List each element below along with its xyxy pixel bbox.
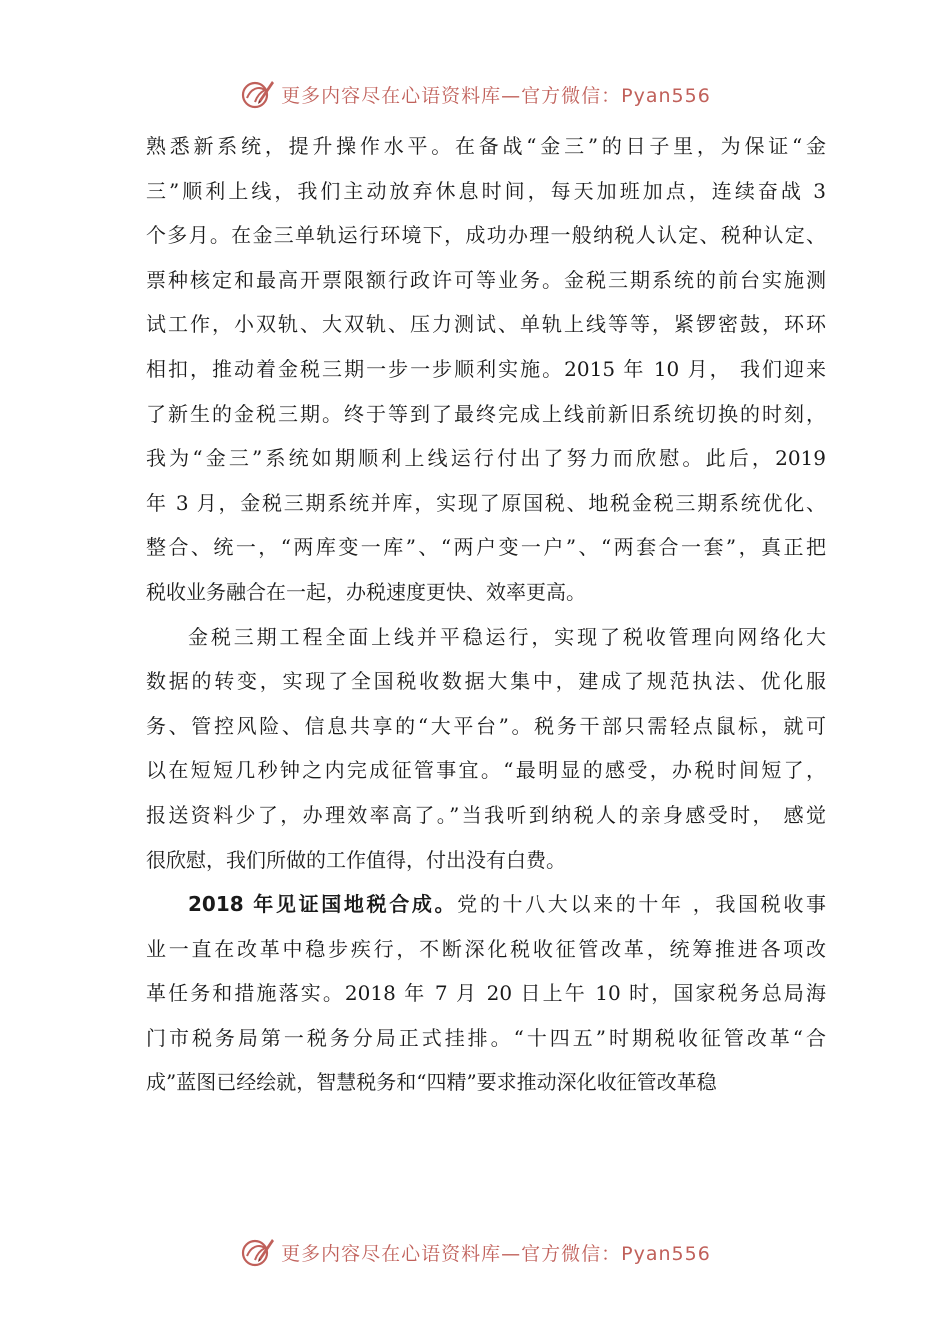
text-line: 三”顺利上线，我们主动放弃休息时间，每天加班加点，连续奋战 3 xyxy=(146,178,826,203)
text-line: 我为“金三”系统如期顺利上线运行付出了努力而欣慰。此后，2019 xyxy=(146,446,826,471)
watermark-text: 更多内容尽在心语资料库—官方微信：Pyan556 xyxy=(281,84,711,107)
text-line: 整合、统一，“两库变一库”、“两户变一户”、“两套合一套”，真正把 xyxy=(146,535,826,560)
text-line: 业一直在改革中稳步疾行，不断深化税收征管改革，统筹推进各项改 xyxy=(146,936,826,961)
text-line: 务、管控风险、信息共享的“大平台”。税务干部只需轻点鼠标，就可 xyxy=(146,713,826,738)
signature-pen-logo-icon xyxy=(239,76,275,112)
text-line: 金税三期工程全面上线并平稳运行，实现了税收管理向网络化大 xyxy=(188,624,826,649)
footer-watermark xyxy=(0,1232,950,1272)
paragraph-1 xyxy=(146,124,826,615)
text-line: 相扣，推动着金税三期一步一步顺利实施。2015 年 10 月， 我们迎来 xyxy=(146,356,826,381)
text-line: 了新生的金税三期。终于等到了最终完成上线前新旧系统切换的时刻， xyxy=(146,401,826,426)
section-heading: 2018 年见证国地税合成。 xyxy=(188,892,458,917)
paragraph-2 xyxy=(146,615,826,883)
text-line: 成”蓝图已经绘就，智慧税务和“四精”要求推动深化收征管改革稳 xyxy=(146,1070,717,1095)
text-line: 以在短短几秒钟之内完成征管事宜。“最明显的感受，办税时间短了， xyxy=(146,758,826,783)
text-line: 很欣慰，我们所做的工作值得，付出没有白费。 xyxy=(146,847,566,872)
header-watermark xyxy=(0,74,950,114)
text-run: 党的十八大以来的十年 ，我国税收事 xyxy=(457,892,826,917)
text-line xyxy=(146,882,826,927)
paragraph-3 xyxy=(146,882,826,1105)
document-body xyxy=(146,124,826,1105)
text-line: 个多月。在金三单轨运行环境下，成功办理一般纳税人认定、税种认定、 xyxy=(146,223,826,248)
text-line: 革任务和措施落实。2018 年 7 月 20 日上午 10 时，国家税务总局海 xyxy=(146,981,826,1006)
text-line: 报送资料少了，办理效率高了。”当我听到纳税人的亲身感受时， 感觉 xyxy=(146,802,826,827)
text-line: 门市税务局第一税务分局正式挂排。“十四五”时期税收征管改革“合 xyxy=(146,1025,826,1050)
watermark-text: 更多内容尽在心语资料库—官方微信：Pyan556 xyxy=(281,1242,711,1265)
text-line: 熟悉新系统，提升操作水平。在备战“金三”的日子里，为保证“金 xyxy=(146,134,826,158)
text-line: 票种核定和最高开票限额行政许可等业务。金税三期系统的前台实施测 xyxy=(146,267,826,292)
text-line: 税收业务融合在一起，办税速度更快、效率更高。 xyxy=(146,579,586,604)
text-line: 年 3 月，金税三期系统并库，实现了原国税、地税金税三期系统优化、 xyxy=(146,490,826,515)
text-line: 试工作，小双轨、大双轨、压力测试、单轨上线等等，紧锣密鼓，环环 xyxy=(146,312,826,337)
signature-pen-logo-icon xyxy=(239,1234,275,1270)
text-line: 数据的转变，实现了全国税收数据大集中，建成了规范执法、优化服 xyxy=(146,669,826,694)
